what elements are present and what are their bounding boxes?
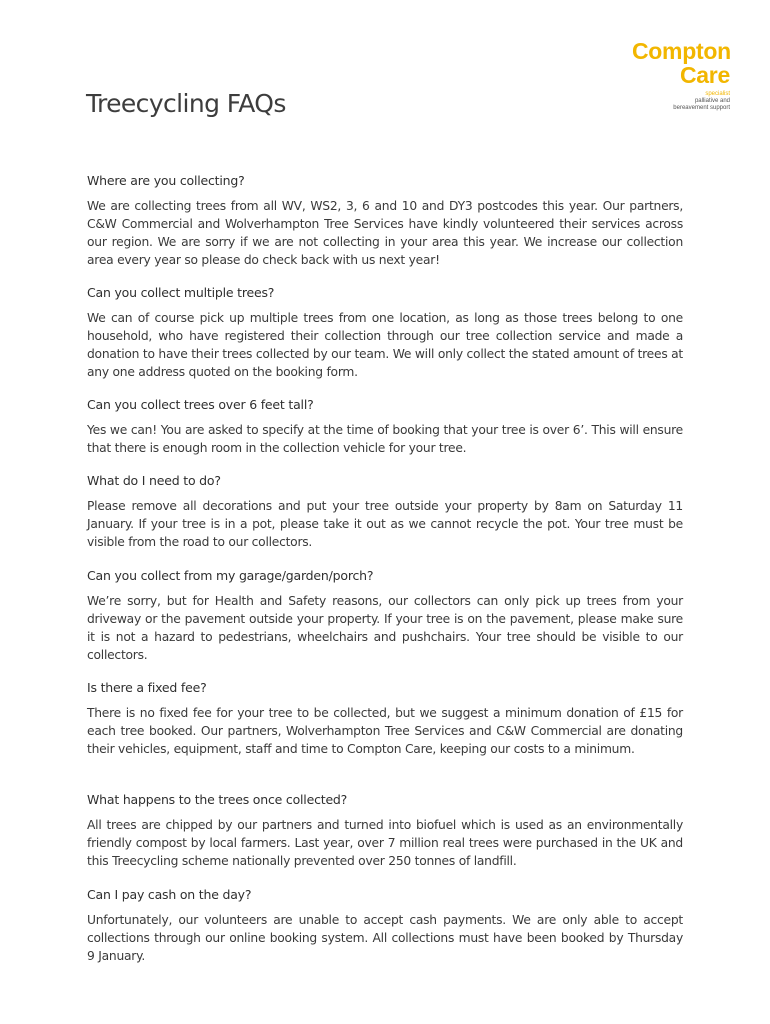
logo-wordmark-care: Care — [680, 62, 730, 88]
faq-item — [87, 791, 683, 870]
faq-question: Where are you collecting? — [87, 173, 245, 188]
faq-question: Can you collect from my garage/garden/porch? — [87, 568, 374, 583]
faq-answer: Please remove all decorations and put your tree outside your property by 8am on Saturday 11 January. If your tree is in a pot, please take it out as we cannot recycle the pot. Your tree must be visible from the road to our collectors. — [87, 499, 683, 549]
faq-item — [87, 284, 683, 381]
logo-tagline-line3: bereavement support — [673, 105, 730, 111]
faq-question: Is there a fixed fee? — [87, 680, 207, 695]
logo-tagline-line1: specialist — [705, 91, 730, 97]
faq-item — [87, 886, 683, 965]
faq-item — [87, 472, 683, 551]
faq-item — [87, 396, 683, 457]
faq-item — [87, 172, 683, 269]
faq-answer: There is no fixed fee for your tree to be collected, but we suggest a minimum donation of £15 for each tree booked. Our partners, Wolverhampton Tree Services and C&W Commercial are donating their vehicles, equipment, staff and time to Compton Care, keeping our costs to a minimum. — [87, 706, 683, 756]
logo-tagline-line2: palliative and — [694, 98, 730, 104]
faq-answer: We’re sorry, but for Health and Safety reasons, our collectors can only pick up trees from your driveway or the pavement outside your property. If your tree is on the pavement, please make sure it is not a hazard to pedestrians, wheelchairs and pushchairs. Your tree should be visible to our collectors. — [87, 594, 683, 662]
faq-question: Can you collect trees over 6 feet tall? — [87, 397, 314, 412]
logo-tagline — [632, 91, 730, 112]
compton-care-logo — [632, 39, 732, 112]
faq-item — [87, 567, 683, 664]
faq-question: Can I pay cash on the day? — [87, 887, 252, 902]
page-title: Treecycling FAQs — [86, 89, 286, 118]
faq-question: Can you collect multiple trees? — [87, 285, 275, 300]
faq-question: What do I need to do? — [87, 473, 221, 488]
faq-item — [87, 679, 683, 758]
faq-answer: We are collecting trees from all WV, WS2, 3, 6 and 10 and DY3 postcodes this year. Our partners, C&W Commercial and Wolverhampton Tree Services have kindly volunteered their services across our region. We are sorry if we are not collecting in your area this year. We increase our collection area every year so please do check back with us next year! — [87, 199, 683, 267]
logo-wordmark-compton: Compton — [632, 38, 731, 64]
faq-answer: Unfortunately, our volunteers are unable to accept cash payments. We are only able to accept collections through our online booking system. All collections must have been booked by Thursday 9 January. — [87, 913, 683, 963]
faq-answer: We can of course pick up multiple trees from one location, as long as those trees belong to one household, who have registered their collection through our tree collection service and made a donation to have their trees collected by our team. We will only collect the stated amount of trees at any one address quoted on the booking form. — [87, 311, 683, 379]
faq-answer: Yes we can! You are asked to specify at the time of booking that your tree is over 6’. This will ensure that there is enough room in the collection vehicle for your tree. — [87, 423, 683, 455]
faq-answer: All trees are chipped by our partners and turned into biofuel which is used as an environmentally friendly compost by local farmers. Last year, over 7 million real trees were purchased in the UK and this Treecycling scheme nationally prevented over 250 tonnes of landfill. — [87, 818, 683, 868]
faq-question: What happens to the trees once collected? — [87, 792, 348, 807]
